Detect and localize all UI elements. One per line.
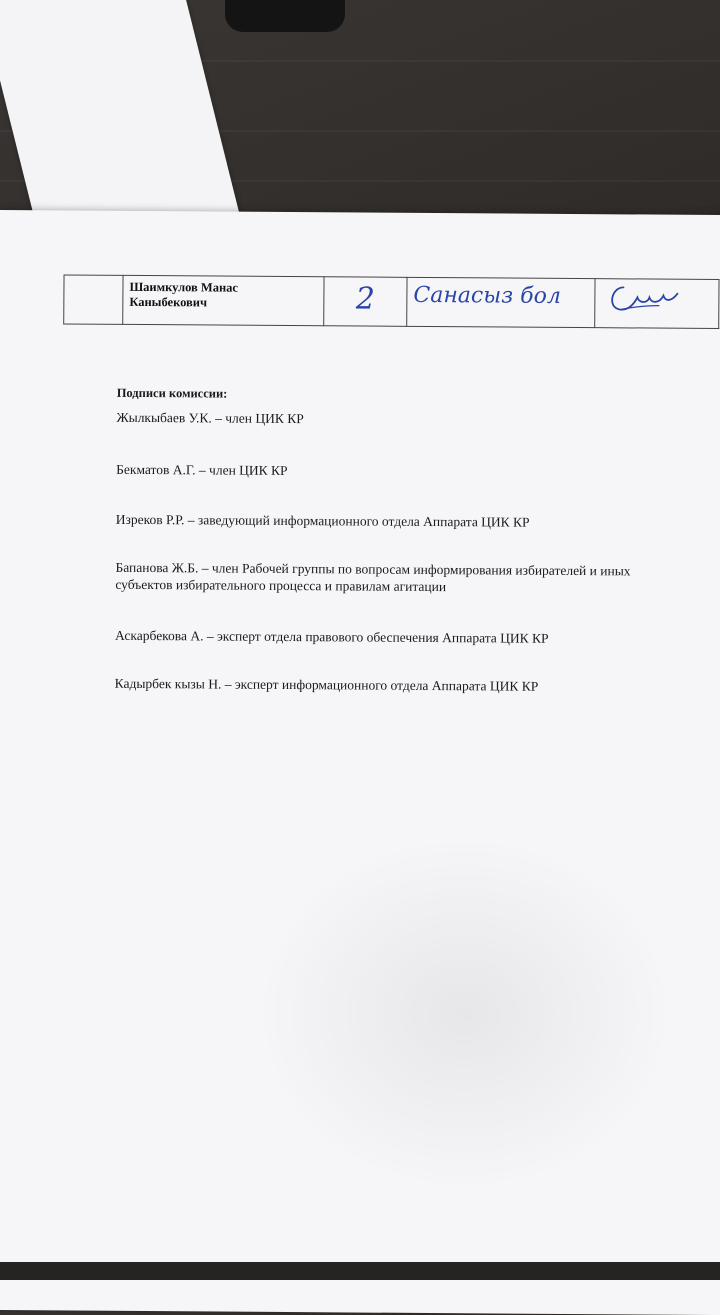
handwritten-text-cell: [407, 277, 595, 327]
table-row: [64, 275, 719, 329]
candidate-name: Шаимкулов Манас Каныбекович: [129, 279, 239, 310]
phone-edge: [225, 0, 345, 32]
signature-cell: [595, 279, 719, 329]
commission-member-6: Кадырбек кызы Н. – эксперт информационного отдела Аппарата ЦИК КР: [114, 675, 539, 694]
commission-member-1: Жылкыбаев У.К. – член ЦИК КР: [116, 409, 304, 427]
handwritten-number: 2: [355, 281, 376, 317]
handwritten-signature: [601, 279, 681, 320]
commission-member-3: Изреков Р.Р. – заведующий информационного отдела Аппарата ЦИК КР: [115, 511, 530, 530]
handwritten-number-cell: [324, 277, 407, 327]
handwritten-text: Санасыз бол: [413, 282, 561, 309]
signature-table: [63, 274, 719, 329]
name-cell: [123, 275, 324, 325]
commission-member-2: Бекматов А.Г. – член ЦИК КР: [116, 461, 288, 479]
commission-heading: Подписи комиссии:: [116, 385, 228, 401]
document-page: [0, 210, 720, 1315]
number-cell: [64, 275, 123, 324]
commission-member-4: Бапанова Ж.Б. – член Рабочей группы по вопросам информирования избирателей и иных субъектов избирательного процесса и правилам агитации: [115, 559, 631, 595]
desk-bottom-edge: [0, 1262, 720, 1280]
commission-member-5: Аскарбекова А. – эксперт отдела правового обеспечения Аппарата ЦИК КР: [114, 627, 549, 646]
